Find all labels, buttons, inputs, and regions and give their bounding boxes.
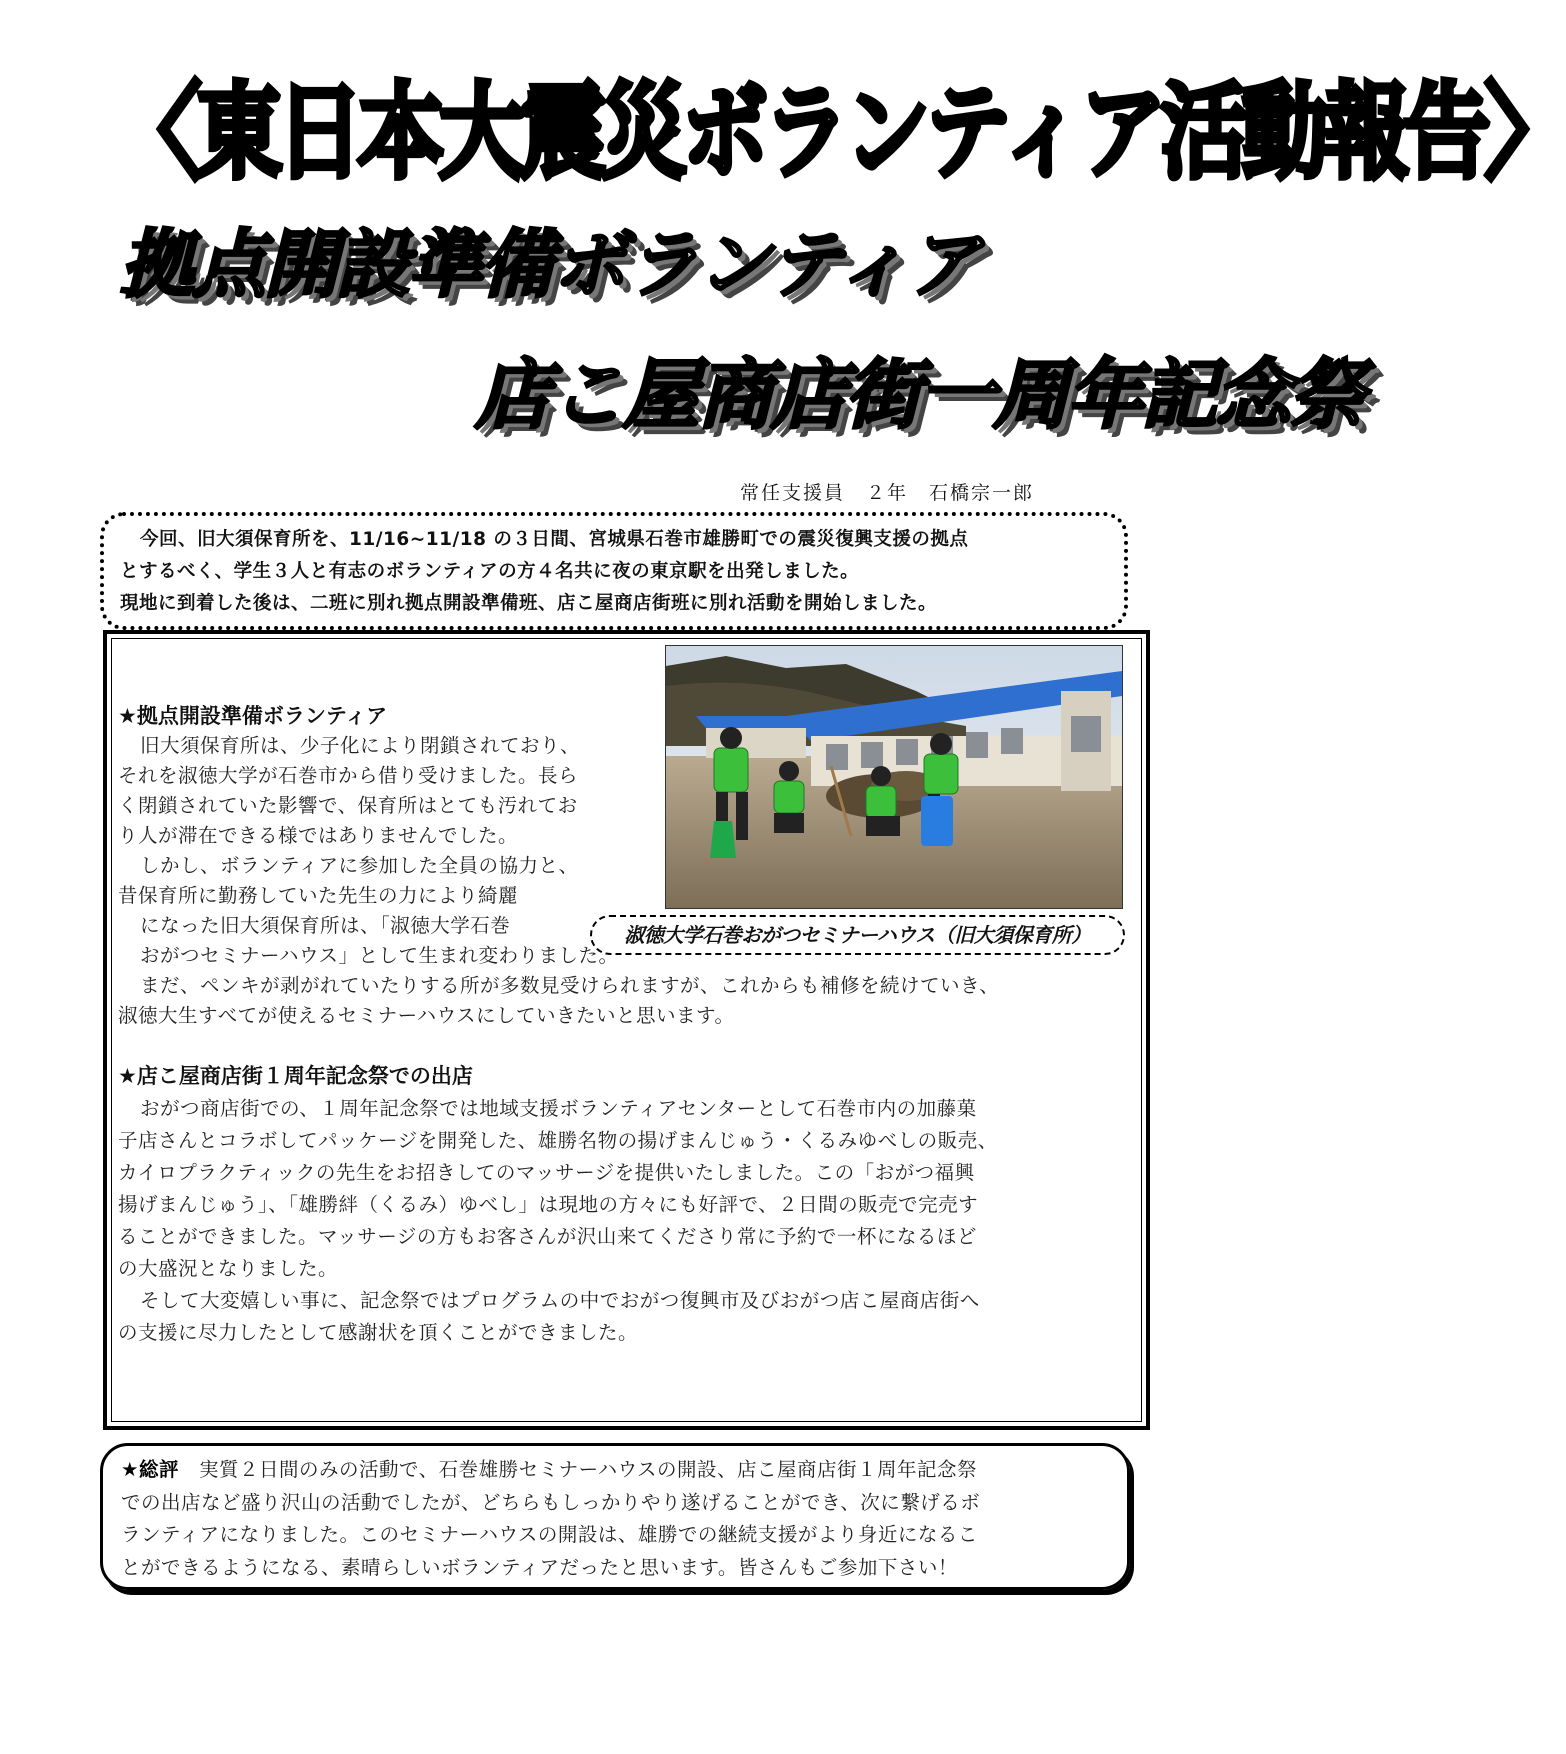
subtitle-base-preparation: 拠点開設準備ボランティア	[120, 222, 979, 308]
section1-line: 旧大須保育所は、少子化により閉鎖されており、	[140, 734, 581, 757]
section1-line: 昔保育所に勤務していた先生の力により綺麗	[118, 884, 519, 907]
photo-caption: 淑徳大学石巻おがつセミナーハウス（旧大須保育所）	[590, 915, 1125, 955]
section1-line: それを淑徳大学が石巻市から借り受けました。長ら	[118, 764, 579, 787]
section2-line: おがつ商店街での、１周年記念祭では地域支援ボランティアセンターとして石巻市内の加藤菓	[140, 1097, 977, 1120]
author-line: 常任支援員 ２年 石橋宗一郎	[740, 482, 1035, 504]
summary-line: とができるようになる、素晴らしいボランティアだったと思います。皆さんもご参加下さい！	[121, 1555, 958, 1579]
summary-line: ランティアになりました。このセミナーハウスの開設は、雄勝での継続支援がより身近になるこ	[121, 1523, 978, 1546]
subtitle-anniversary-festival: 店こ屋商店街一周年記念祭	[475, 350, 1363, 439]
section1-line: まだ、ペンキが剥がれていたりする所が多数見受けられますが、これからも補修を続けていき、	[140, 974, 1000, 997]
summary-text: 実質２日間のみの活動で、石巻雄勝セミナーハウスの開設、店こ屋商店街１周年記念祭	[199, 1458, 978, 1481]
section-heading-base-preparation: ★拠点開設準備ボランティア	[118, 704, 388, 728]
section1-line: おがつセミナーハウス」として生まれ変わりました。	[140, 944, 619, 967]
summary-line	[121, 1454, 1109, 1487]
main-title: 〈東日本大震災ボランティア活動報告〉	[115, 73, 1566, 193]
section1-line: り人が滞在できる様ではありませんでした。	[118, 824, 519, 847]
seminar-house-photo	[665, 645, 1123, 909]
section2-line: 揚げまんじゅう」、「雄勝絆（くるみ）ゆべし」は現地の方々にも好評で、２日間の販売で完売す	[118, 1193, 979, 1216]
section2-line: 子店さんとコラボしてパッケージを開発した、雄勝名物の揚げまんじゅう・くるみゆべしの販売、	[118, 1129, 998, 1152]
intro-line: 今回、旧大須保育所を、11/16~11/18 の３日間、宮城県石巻市雄勝町での震災復興支援の拠点	[140, 529, 969, 550]
section1-line: になった旧大須保育所は、「淑徳大学石巻	[140, 914, 511, 937]
summary-label: ★総評	[121, 1458, 179, 1481]
section1-line: く閉鎖されていた影響で、保育所はとても汚れてお	[118, 794, 578, 817]
section2-line: の大盛況となりました。	[118, 1257, 339, 1280]
summary-line: での出店など盛り沢山の活動でしたが、どちらもしっかりやり遂げることができ、次に繋げるボ	[121, 1490, 981, 1514]
intro-box	[100, 512, 1128, 630]
section1-line: しかし、ボランティアに参加した全員の協力と、	[140, 854, 579, 877]
section2-line: そして大変嬉しい事に、記念祭ではプログラムの中でおがつ復興市及びおがつ店こ屋商店街へ	[140, 1289, 980, 1312]
section1-line: 淑徳大生すべてが使えるセミナーハウスにしていきたいと思います。	[118, 1004, 735, 1027]
section-heading-festival: ★店こ屋商店街１周年記念祭での出店	[118, 1064, 473, 1088]
section2-line: ることができました。マッサージの方もお客さんが沢山来てくださり常に予約で一杯になるほど	[118, 1225, 977, 1248]
section2-line: の支援に尽力したとして感謝状を頂くことができました。	[118, 1321, 639, 1344]
intro-line: 現地に到着した後は、二班に別れ拠点開設準備班、店こ屋商店街班に別れ活動を開始しました。	[120, 593, 938, 614]
intro-line: とするべく、学生３人と有志のボランティアの方４名共に夜の東京駅を出発しました。	[120, 561, 860, 582]
section2-line: カイロプラクティックの先生をお招きしてのマッサージを提供いたしました。この「おがつ福興	[118, 1161, 975, 1184]
summary-box	[100, 1443, 1130, 1590]
